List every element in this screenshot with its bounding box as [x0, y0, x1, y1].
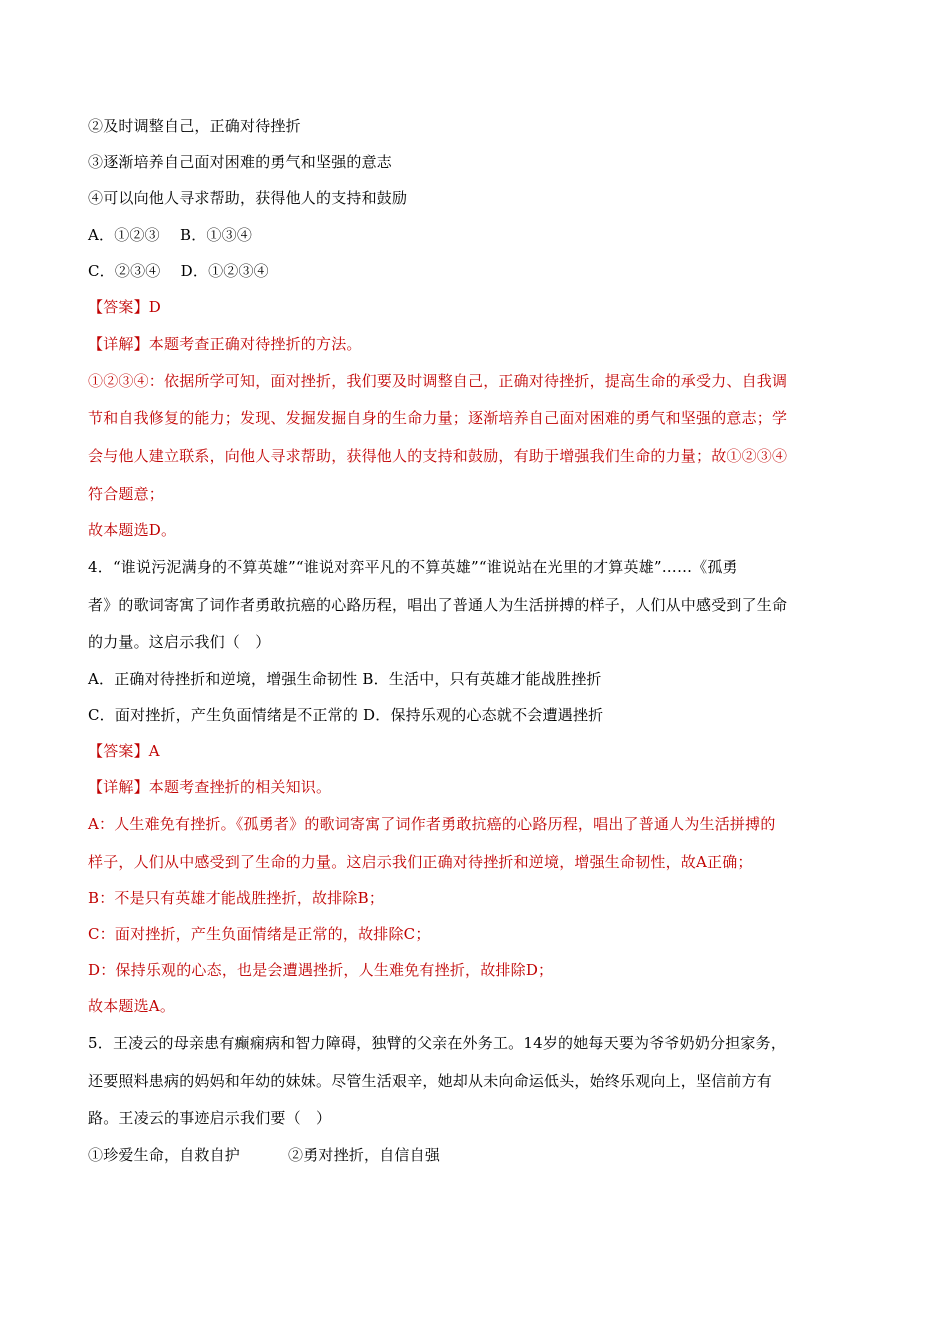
q3-choices-cd: C．②③④ D．①②③④	[88, 262, 269, 280]
q3-choices-ab: A．①②③ B．①③④	[88, 226, 253, 244]
q4-choices-ab: A．正确对待挫折和逆境，增强生命韧性 B．生活中，只有英雄才能战胜挫折	[88, 670, 602, 688]
q3-explanation-line-4: 符合题意；	[88, 485, 165, 503]
q5-option-1: ①珍爱生命，自救自护	[88, 1146, 241, 1164]
q4-detail-heading: 【详解】本题考查挫折的相关知识。	[88, 778, 332, 796]
q5-stem-line-2: 还要照料患病的妈妈和年幼的妹妹。尽管生活艰辛，她却从未向命运低头，始终乐观向上，坚信前方有	[88, 1072, 773, 1090]
q3-explanation-line-3: 会与他人建立联系，向他人寻求帮助，获得他人的支持和鼓励，有助于增强我们生命的力量；故①②③④	[88, 447, 788, 465]
q4-explanation-b: B：不是只有英雄才能战胜挫折，故排除B；	[88, 889, 385, 907]
q3-option-2: ②及时调整自己，正确对待挫折	[88, 117, 301, 135]
q4-choices-cd: C．面对挫折，产生负面情绪是不正常的 D．保持乐观的心态就不会遭遇挫折	[88, 706, 604, 724]
q4-answer: 【答案】A	[88, 742, 160, 760]
q3-option-4: ④可以向他人寻求帮助，获得他人的支持和鼓励	[88, 189, 408, 207]
q4-explanation-d: D：保持乐观的心态，也是会遭遇挫折，人生难免有挫折，故排除D；	[88, 961, 554, 979]
q5-stem-line-1: 5．王凌云的母亲患有癫痫病和智力障碍，独臂的父亲在外务工。14岁的她每天要为爷爷奶奶分担家务，	[88, 1034, 787, 1052]
q5-options-row	[88, 1145, 440, 1165]
q3-explanation-line-1: ①②③④：依据所学可知，面对挫折，我们要及时调整自己，正确对待挫折，提高生命的承受力、自我调	[88, 372, 788, 390]
q4-stem-line-2: 者》的歌词寄寓了词作者勇敢抗癌的心路历程，唱出了普通人为生活拼搏的样子，人们从中感受到了生命	[88, 596, 788, 614]
q5-option-2: ②勇对挫折，自信自强	[288, 1146, 441, 1164]
q3-answer: 【答案】D	[88, 298, 162, 316]
q4-conclusion: 故本题选A。	[88, 997, 176, 1015]
q4-stem-line-1: 4．“谁说污泥满身的不算英雄”“谁说对弈平凡的不算英雄”“谁说站在光里的才算英雄”……《孤勇	[88, 558, 738, 576]
q4-explanation-a-line-2: 样子，人们从中感受到了生命的力量。这启示我们正确对待挫折和逆境，增强生命韧性，故A正确；	[88, 853, 753, 871]
q3-option-3: ③逐渐培养自己面对困难的勇气和坚强的意志	[88, 153, 393, 171]
q4-explanation-c: C：面对挫折，产生负面情绪是正常的，故排除C；	[88, 925, 431, 943]
q4-stem-line-3: 的力量。这启示我们（ ）	[88, 633, 271, 651]
q3-explanation-line-2: 节和自我修复的能力；发现、发掘发掘自身的生命力量；逐渐培养自己面对困难的勇气和坚强的意志；学	[88, 409, 788, 427]
q4-explanation-a-line-1: A：人生难免有挫折。《孤勇者》的歌词寄寓了词作者勇敢抗癌的心路历程，唱出了普通人为生活拼搏的	[88, 815, 776, 833]
q3-detail-heading: 【详解】本题考查正确对待挫折的方法。	[88, 335, 362, 353]
q3-conclusion: 故本题选D。	[88, 521, 177, 539]
q5-stem-line-3: 路。王凌云的事迹启示我们要（ ）	[88, 1109, 332, 1127]
